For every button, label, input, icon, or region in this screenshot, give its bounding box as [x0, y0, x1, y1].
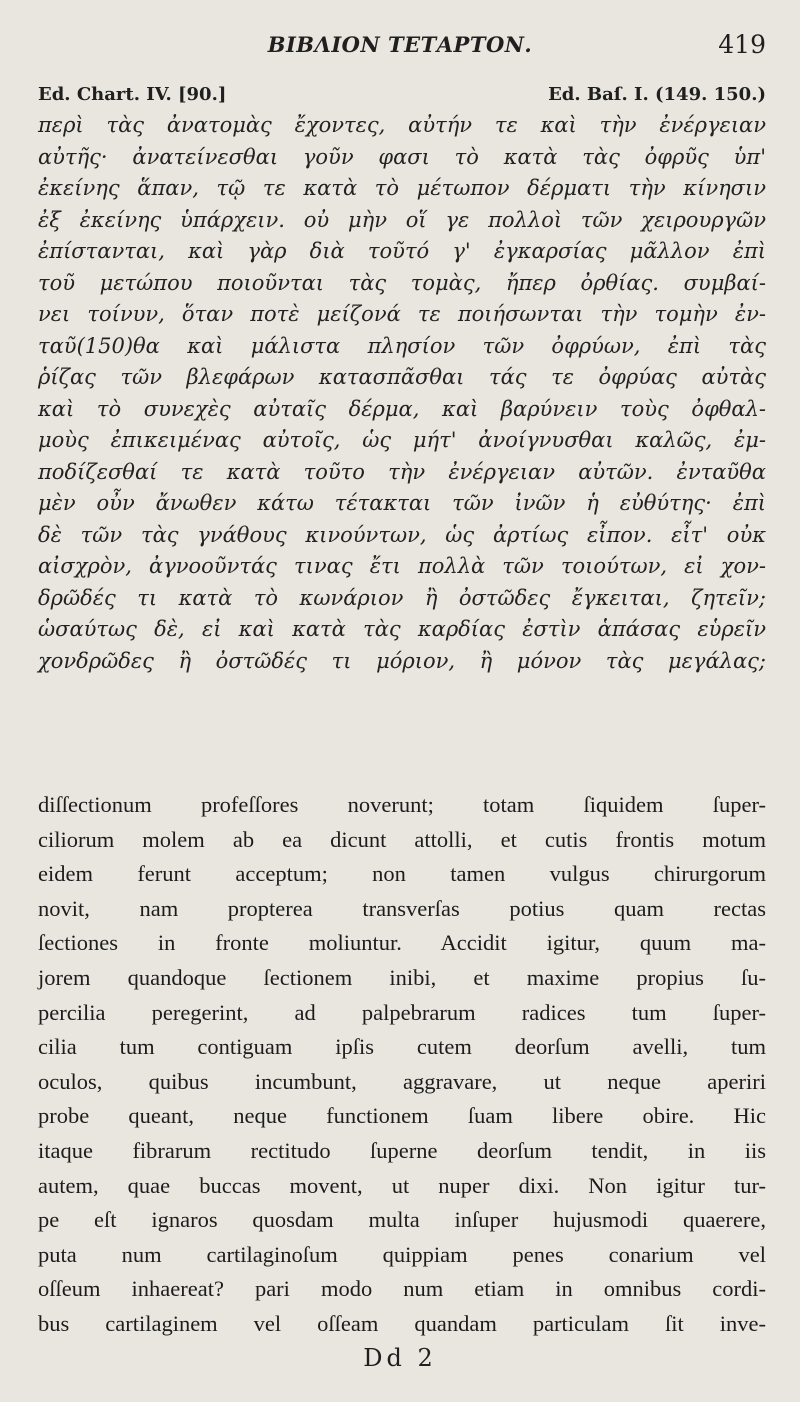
greek-text-line: ἐξ ἐκείνης ὑπάρχειν. οὐ μὴν οἵ γε πολλοὶ τῶν χειρουργῶν	[38, 207, 766, 232]
latin-text-line: oculos, quibus incumbunt, aggravare, ut neque aperiri	[38, 1068, 766, 1094]
edition-chartier: Ed. Chart. IV. [90.]	[38, 84, 227, 105]
running-title: ΒΙΒΛΙΟΝ ΤΕΤΑΡΤΟΝ.	[267, 32, 533, 57]
greek-text-line: περὶ τὰς ἀνατομὰς ἔχοντες, αὐτήν τε καὶ τὴν ἐνέργειαν	[38, 113, 766, 137]
latin-text-line: bus cartilaginem vel oſſeam quandam particulam ſit inve-	[38, 1310, 766, 1336]
greek-text-line: τοῦ μετώπου ποιοῦνται τὰς τομὰς, ἤπερ ὀρθίας. συμβαί-	[38, 270, 766, 295]
latin-text-line: percilia peregerint, ad palpebrarum radices tum ſuper-	[38, 999, 766, 1025]
greek-text-line: χονδρῶδες ἢ ὀστῶδές τι μόριον, ἢ μόνον τὰς μεγάλας;	[38, 648, 766, 673]
latin-text-line: itaque fibrarum rectitudo ſuperne deorſum tendit, in iis	[38, 1137, 766, 1163]
latin-text-line: autem, quae buccas movent, ut nuper dixi. Non igitur tur-	[38, 1172, 766, 1198]
greek-text-line: αὐτῆς· ἀνατείνεσθαι γοῦν φασι τὸ κατὰ τὰς ὀφρῦς ὑπ'	[38, 144, 766, 169]
latin-text-block	[38, 788, 766, 1342]
greek-text-line: μοὺς ἐπικειμένας αὐτοῖς, ὡς μήτ' ἀνοίγνυσθαι καλῶς, ἐμ-	[38, 428, 766, 452]
greek-text-line: ῥίζας τῶν βλεφάρων κατασπᾶσθαι τάς τε ὀφρύας αὐτὰς	[38, 365, 766, 389]
latin-text-line: jorem quandoque ſectionem inibi, et maxime propius ſu-	[38, 964, 766, 990]
greek-text-line: δρῶδές τι κατὰ τὸ κωνάριον ἢ ὀστῶδες ἔγκειται, ζητεῖν;	[38, 585, 766, 610]
latin-text-line: diſſectionum profeſſores noverunt; totam ſiquidem ſuper-	[38, 792, 766, 817]
edition-basel: Ed. Baſ. I. (149. 150.)	[548, 84, 766, 105]
edition-references	[38, 84, 766, 110]
greek-text-line: δὲ τῶν τὰς γνάθους κινούντων, ὡς ἀρτίως εἶπον. εἶτ' οὐκ	[38, 522, 766, 547]
latin-text-line: novit, nam propterea transverſas potius quam rectas	[38, 895, 766, 921]
greek-text-line: ἐκείνης ἅπαν, τῷ τε κατὰ τὸ μέτωπον δέρματι τὴν κίνησιν	[38, 176, 766, 200]
greek-text-line: ἐπίστανται, καὶ γὰρ διὰ τοῦτό γ' ἐγκαρσίας μᾶλλον ἐπὶ	[38, 239, 766, 263]
latin-text-line: cilia tum contiguam ipſis cutem deorſum avelli, tum	[38, 1034, 766, 1060]
latin-text-line: eidem ferunt acceptum; non tamen vulgus chirurgorum	[38, 861, 766, 887]
greek-text-line: ταῦ(150)θα καὶ μάλιστα πλησίον τῶν ὀφρύων, ἐπὶ τὰς	[38, 333, 766, 358]
greek-text-line: αἰσχρὸν, ἀγνοοῦντάς τινας ἔτι πολλὰ τῶν τοιούτων, εἰ χον-	[38, 554, 766, 578]
latin-text-line: ciliorum molem ab ea dicunt attolli, et cutis frontis motum	[38, 826, 766, 852]
greek-text-block	[38, 110, 766, 677]
latin-text-line: pe eſt ignaros quosdam multa inſuper hujusmodi quaerere,	[38, 1207, 766, 1233]
latin-text-line: probe queant, neque functionem ſuam libere obire. Hic	[38, 1103, 766, 1129]
latin-text-line: oſſeum inhaereat? pari modo num etiam in omnibus cordi-	[38, 1276, 766, 1302]
greek-text-line: μὲν οὖν ἄνωθεν κάτω τέτακται τῶν ἰνῶν ἡ εὐθύτης· ἐπὶ	[38, 491, 766, 515]
greek-text-line: ποδίζεσθαί τε κατὰ τοῦτο τὴν ἐνέργειαν αὐτῶν. ἐνταῦθα	[38, 459, 766, 484]
greek-text-line: νει τοίνυν, ὅταν ποτὲ μείζονά τε ποιήσωνται τὴν τομὴν ἐν-	[38, 302, 766, 326]
latin-text-line: ſectiones in fronte moliuntur. Accidit igitur, quum ma-	[38, 930, 766, 956]
signature-mark: Dd 2	[363, 1344, 437, 1372]
greek-text-line: καὶ τὸ συνεχὲς αὐταῖς δέρμα, καὶ βαρύνειν τοὺς ὀφθαλ-	[38, 396, 766, 421]
latin-text-line: puta num cartilaginoſum quippiam penes conarium vel	[38, 1241, 766, 1267]
running-head	[0, 30, 800, 60]
page-number: 419	[718, 30, 766, 59]
greek-text-line: ὡσαύτως δὲ, εἰ καὶ κατὰ τὰς καρδίας ἐστὶν ἁπάσας εὑρεῖν	[38, 617, 766, 641]
